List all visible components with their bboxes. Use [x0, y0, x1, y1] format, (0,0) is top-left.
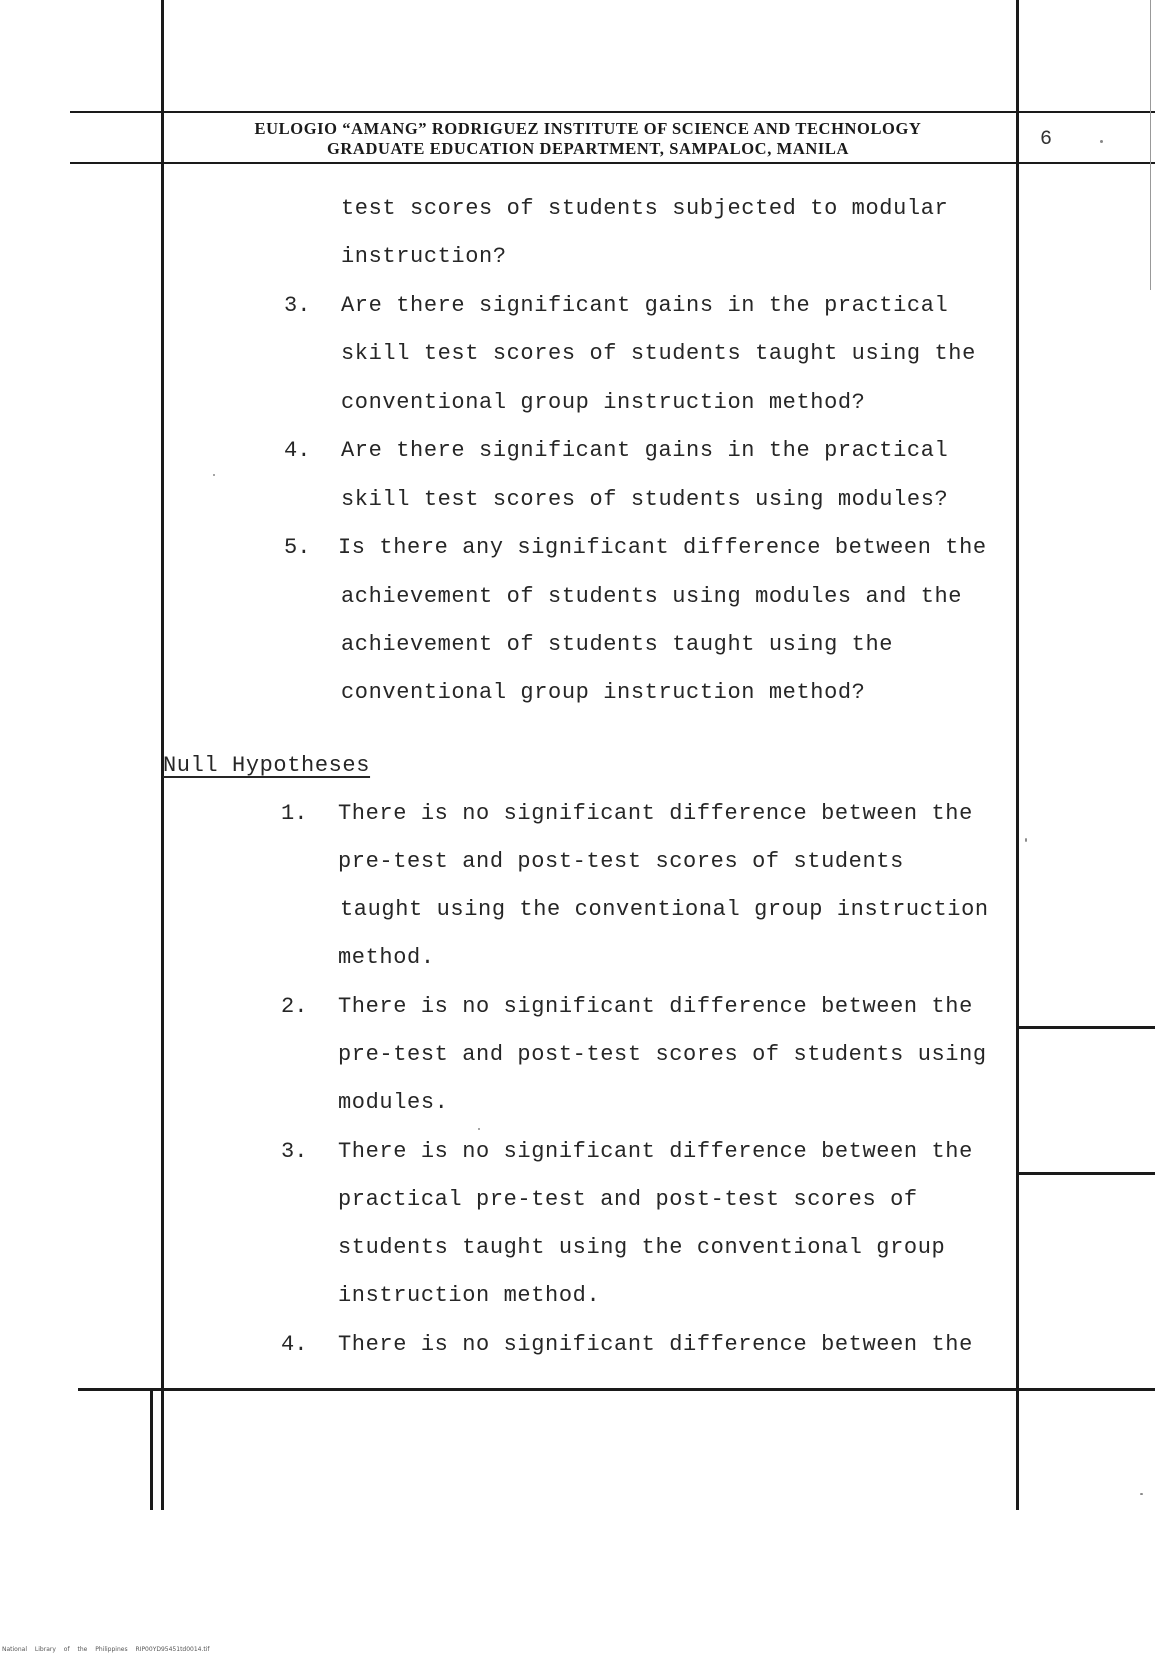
- right-margin-rule: [1016, 0, 1019, 1510]
- footer-file-label: RIP00YD95451td0014.tif: [135, 1646, 210, 1653]
- text-line: Is there any significant difference between the: [338, 535, 987, 560]
- text-line: skill test scores of students using modules?: [341, 487, 949, 512]
- text-line: There is no significant difference between the: [338, 1139, 973, 1164]
- text-line: students taught using the conventional group: [338, 1235, 946, 1260]
- text-line: There is no significant difference between the: [338, 1332, 973, 1357]
- item-number: 2.: [281, 994, 308, 1019]
- left-margin-rule-lower: [150, 1390, 153, 1510]
- item-number: 3.: [284, 293, 311, 318]
- scan-footer: [2, 1646, 210, 1653]
- right-stub-rule-2: [1019, 1172, 1155, 1175]
- item-number: 4.: [284, 438, 311, 463]
- right-stub-rule-1: [1019, 1026, 1155, 1029]
- page-number: 6: [1040, 128, 1053, 151]
- text-line: practical pre-test and post-test scores of: [338, 1187, 918, 1212]
- text-line: skill test scores of students taught using the: [341, 341, 976, 366]
- scan-speck: [478, 1128, 480, 1130]
- scan-speck: [1100, 140, 1103, 143]
- item-number: 4.: [281, 1332, 308, 1357]
- item-number: 1.: [281, 801, 308, 826]
- header-top-rule: [70, 111, 1155, 113]
- item-number: 3.: [281, 1139, 308, 1164]
- institution-header: [163, 119, 1013, 159]
- scan-speck: [1140, 1493, 1143, 1495]
- text-line: method.: [338, 945, 435, 970]
- text-line: achievement of students taught using the: [341, 632, 894, 657]
- null-hypotheses-heading: Null Hypotheses: [163, 753, 371, 778]
- footer-library-label: National Library of the Philippines: [2, 1646, 128, 1653]
- text-line: Are there significant gains in the practical: [341, 293, 949, 318]
- text-line: achievement of students using modules and the: [341, 584, 963, 609]
- text-line: modules.: [338, 1090, 449, 1115]
- footer-rule: [78, 1388, 1155, 1391]
- right-edge-rule: [1150, 0, 1151, 290]
- text-line: taught using the conventional group instruction: [340, 897, 989, 922]
- text-line: instruction?: [341, 244, 507, 269]
- institution-name: EULOGIO “AMANG” RODRIGUEZ INSTITUTE OF SCIENCE AND TECHNOLOGY: [254, 119, 922, 138]
- text-line: There is no significant difference between the: [338, 994, 973, 1019]
- text-line: Are there significant gains in the practical: [341, 438, 949, 463]
- text-line: conventional group instruction method?: [341, 390, 866, 415]
- text-line: pre-test and post-test scores of students: [338, 849, 904, 874]
- header-bottom-rule: [70, 162, 1155, 164]
- text-line: instruction method.: [338, 1283, 601, 1308]
- department-address: GRADUATE EDUCATION DEPARTMENT, SAMPALOC, MANILA: [326, 139, 849, 158]
- text-line: test scores of students subjected to modular: [341, 196, 949, 221]
- item-number: 5.: [284, 535, 311, 560]
- text-line: There is no significant difference between the: [338, 801, 973, 826]
- scan-speck: [1025, 838, 1027, 842]
- text-line: pre-test and post-test scores of students using: [338, 1042, 987, 1067]
- text-line: conventional group instruction method?: [341, 680, 866, 705]
- scan-speck: [213, 474, 215, 476]
